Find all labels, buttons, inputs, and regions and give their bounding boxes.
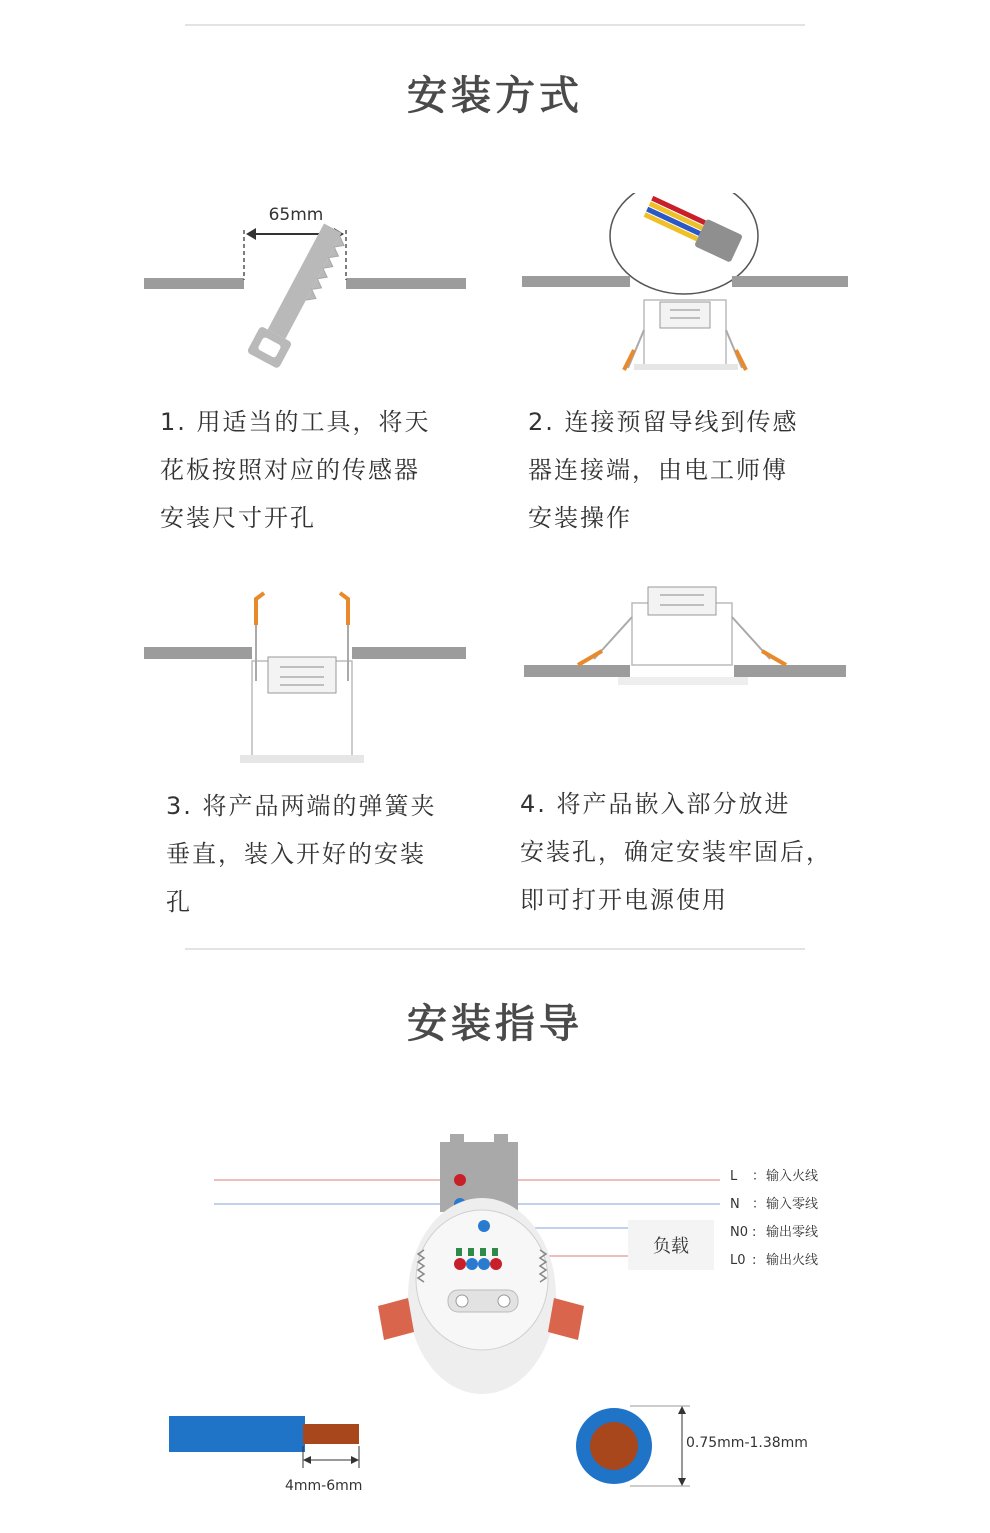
step4-text: 4. 将产品嵌入部分放进 安装孔，确定安装牢固后， 即可打开电源使用	[520, 790, 832, 914]
wiring-legend	[730, 1163, 818, 1275]
section-title-installation-method: 安装方式	[407, 73, 583, 119]
legend-row-L0: L0 : 输出火线	[730, 1253, 819, 1268]
cross-section-copper	[590, 1422, 638, 1470]
spring-clip-left	[578, 651, 602, 665]
spring-clip-right	[762, 651, 786, 665]
sensor-body-icon	[240, 657, 364, 763]
step1-illustration	[140, 190, 470, 370]
ceiling-left	[524, 665, 630, 677]
terminal-red-1	[454, 1258, 466, 1270]
sensor-body-icon	[618, 587, 748, 685]
dimension-label: 65mm	[268, 205, 324, 225]
wire-insulation	[169, 1416, 305, 1452]
legend-row-N0: N0 : 输出零线	[730, 1225, 819, 1240]
middle-divider	[185, 948, 805, 950]
ceiling-right	[734, 665, 846, 677]
load-box	[628, 1220, 714, 1270]
strip-length-label: 4mm-6mm	[285, 1478, 363, 1494]
step2-illustration	[520, 190, 850, 380]
spring-clip-left-icon	[378, 1298, 414, 1340]
top-divider	[185, 24, 805, 26]
step2-text: 2. 连接预留导线到传感 器连接端，由电工师傅 安装操作	[528, 408, 799, 532]
step3-illustration	[140, 585, 470, 775]
spring-clip-left	[256, 593, 264, 625]
terminal-blue-1	[466, 1258, 478, 1270]
wire-diameter-label: 0.75mm-1.38mm	[686, 1435, 808, 1451]
legend-row-N: N ：输入零线	[730, 1197, 819, 1212]
spring-clip-right-icon	[548, 1298, 584, 1340]
ceiling-left	[144, 647, 252, 659]
step1-text: 1. 用适当的工具，将天 花板按照对应的传感器 安装尺寸开孔	[160, 408, 431, 532]
ceiling-right	[732, 276, 848, 287]
terminal-blue-2	[478, 1258, 490, 1270]
load-label: 负载	[653, 1236, 689, 1257]
wire-copper	[303, 1424, 359, 1444]
ceiling-right	[346, 278, 466, 289]
ceiling-right	[352, 647, 466, 659]
step4-illustration	[520, 585, 850, 695]
legend-row-L: L ：输入火线	[730, 1169, 819, 1184]
saw-icon	[247, 220, 349, 369]
terminal-red-2	[490, 1258, 502, 1270]
spring-clip-right	[340, 593, 348, 625]
sensor-body-icon	[634, 300, 738, 370]
step3-text: 3. 将产品两端的弹簧夹 垂直，装入开好的安装 孔	[166, 792, 437, 916]
ceiling-left	[522, 276, 630, 287]
section-title-installation-guide: 安装指导	[407, 1001, 583, 1047]
ceiling-left	[144, 278, 244, 289]
sensor-module-icon	[378, 1134, 584, 1394]
